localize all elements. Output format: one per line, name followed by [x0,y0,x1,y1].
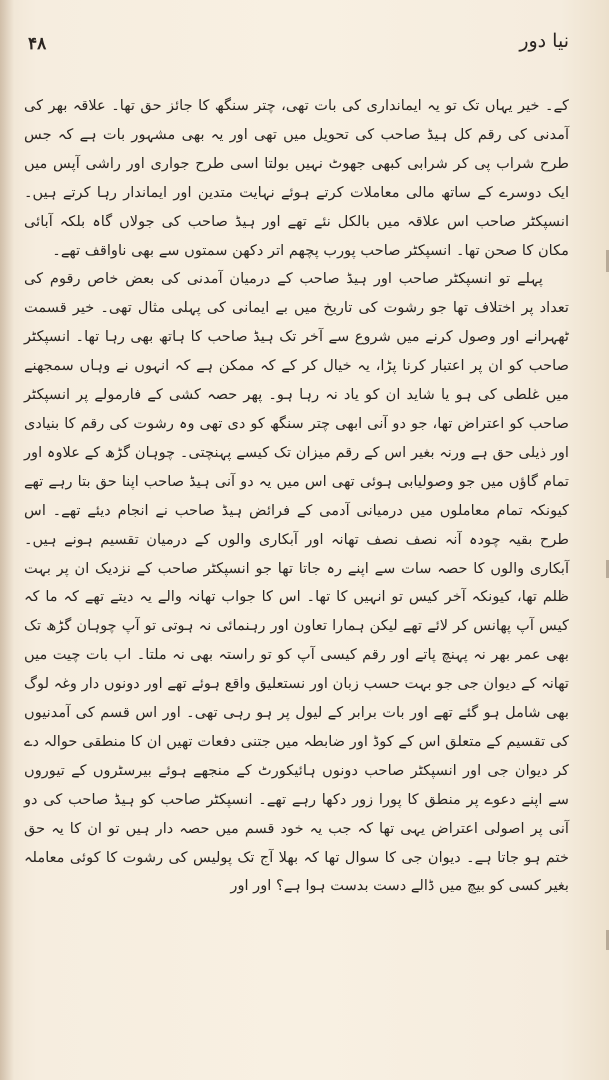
paragraph-1: کے۔ خیر یہاں تک تو یہ ایمانداری کی بات تھی، چتر سنگھ کا جائز حق تھا۔ علاقہ بھر کی آمدنی کی رقم کل ہیڈ صاحب کی تحویل میں تھی اور یہ بھی مشہور بات ہے کہ جس طرح شراب پی کر شرابی کبھی جھوٹ نہیں بولتا اسی طرح جواری اور راشی آپس میں ایک دوسرے کے ساتھ مالی معاملات کرتے ہوئے نہایت متدین اور ایماندار رہا کرتے ہیں۔ انسپکٹر صاحب اس علاقہ میں بالکل نئے تھے اور ہیڈ صاحب کی جولاں گاہ بلکہ آبائی مکان کا صحن تھا۔ انسپکٹر صاحب پورب پچھم اتر دکھن سمتوں سے بھی ناواقف تھے۔ [24,97,569,259]
binding-shadow [0,0,14,1080]
running-title: نیا دور [519,30,569,52]
body-text [24,92,569,901]
paragraph-2: پہلے تو انسپکٹر صاحب اور ہیڈ صاحب کے درمیان آمدنی کی بعض خاص رقوم کی تعداد پر اختلاف تھا جو رشوت کی تاریخ میں بے ایمانی کی پہلی مثال تھی۔ خیر قسمت ٹھہرانے اور وصول کرنے میں شروع سے آخر تک ہیڈ صاحب کا ہاتھ بھی رہا تھا۔ انسپکٹر صاحب کو ان پر اعتبار کرنا پڑا، یہ خیال کر کے کہ ممکن ہے کہ انہوں نے وہاں سمجھنے میں غلطی کی ہو یا شاید ان کو یاد نہ رہا ہو۔ پھر حصہ کشی کے فارمولے پر انسپکٹر صاحب کو اعتراض تھا، جو دو آنی ابھی چتر سنگھ کو دی تھی وہ رشوت کی رقم کا بنیادی اور ذیلی حق ہے ورنہ بغیر اس کے رقم میزان تک کیسے پہنچتی۔ چوہان گڑھ کے علاوہ اور تمام گاؤں میں جو وصولیابی ہوئی تھی اس میں یہ دو آنی ہیڈ صاحب اپنا حق بتا رہے تھے کیونکہ تمام معاملوں میں درمیانی آدمی کے فرائض ہیڈ صاحب نے انجام دیئے تھے۔ اس طرح بقیہ چودہ آنہ نصف نصف تھانہ اور آبکاری والوں کے درمیان تقسیم ہونے ہیں۔ آبکاری والوں کا حصہ سات سے اپنے رہ جاتا تھا جو انسپکٹر صاحب کے نزدیک ان پر بہت ظلم تھا، کیونکہ آخر کیس تو انہیں کا تھا۔ اس کا جواب تھانہ والے یہ دیتے تھے کہ ما کہ کیس آپ پھانس کر لائے تھے لیکن ہمارا تعاون اور رہنمائی نہ ہوتی تو آپ چوہان گڑھ تک بھی عمر بھر نہ پہنچ پاتے اور رقم کیسی آپ کو تو راستہ بھی نہ ملتا۔ اب بات چیت میں تھانہ کے دیوان جی جو بہت حسب زبان اور نستعلیق واقع ہوئے تھے اور دونوں دار وغہ لوگ بھی شامل ہو گئے تھے اور بات برابر کے لیول پر ہو رہی تھی۔ اور اس قسم کی آمدنیوں کی تقسیم کے متعلق اس کے کوڈ اور ضابطہ میں جتنی دفعات تھیں ان کا منطقی حوالہ دے کر دیوان جی اور انسپکٹر صاحب دونوں ہائیکورٹ کے منجھے ہوئے بیرسٹروں کے تیوروں سے اپنے دعوے پر منطق کا پورا زور دکھا رہے تھے۔ انسپکٹر صاحب کو ہیڈ صاحب کی دو آنی پر اصولی اعتراض یہی تھا کہ جب یہ خود قسم میں حصہ دار ہیں تو ان کا یہ حق ختم ہو جاتا ہے۔ دیوان جی کا سوال تھا کہ بھلا آج تک پولیس کی رشوت کا کوئی معاملہ بغیر کسی کو بیچ میں ڈالے دست بدست ہوا ہے؟ اور اور [24,270,569,895]
page-header [28,30,569,64]
page-number: ۴۸ [28,34,47,54]
